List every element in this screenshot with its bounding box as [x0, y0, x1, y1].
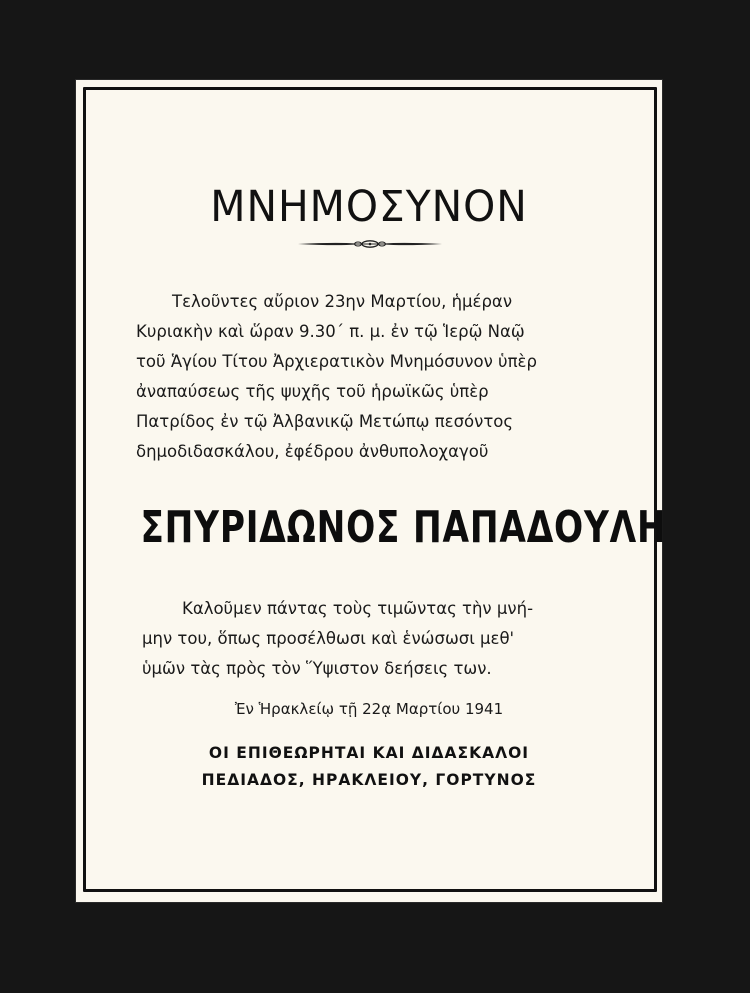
signatory-line: ΟΙ ΕΠΙΘΕΩΡΗΤΑΙ ΚΑΙ ΔΙΔΑΣΚΑΛΟΙ — [208, 744, 530, 762]
place-and-date: Ἐν Ἡρακλείῳ τῇ 22ᾳ Μαρτίου 1941 — [234, 700, 504, 718]
memorial-notice-sheet — [76, 80, 667, 902]
notice-title: ΜΝΗΜΟΣΥΝΟΝ — [210, 182, 528, 232]
signatory-line: ΠΕΔΙΑΔΟΣ, ΗΡΑΚΛΕΙΟΥ, ΓΟΡΤΥΝΟΣ — [201, 771, 537, 789]
invitation-line: Καλοῦμεν πάντας τοὺς τιμῶντας τὴν μνή- — [182, 599, 534, 618]
invitation-paragraph — [136, 594, 611, 684]
announcement-line: Κυριακὴν καὶ ὥραν 9.30΄ π. μ. ἐν τῷ Ἱερῷ Ναῷ — [136, 322, 525, 341]
invitation-line: μην του, ὅπως προσέλθωσι καὶ ἑνώσωσι μεθ' — [142, 629, 515, 648]
announcement-line: Τελοῦντες αὔριον 23ην Μαρτίου, ἡμέραν — [172, 292, 513, 311]
announcement-line: ἀναπαύσεως τῆς ψυχῆς τοῦ ἡρωϊκῶς ὑπὲρ — [136, 382, 489, 401]
announcement-line: τοῦ Ἁγίου Τίτου Ἀρχιερατικὸν Μνημόσυνον ὑπὲρ — [136, 352, 537, 371]
signatories — [76, 740, 662, 794]
announcement-line: δημοδιδασκάλου, ἐφέδρου ἀνθυπολοχαγοῦ — [136, 442, 489, 461]
announcement-paragraph — [136, 287, 611, 467]
invitation-line: ὑμῶν τὰς πρὸς τὸν Ὕψιστον δεήσεις των. — [142, 659, 492, 678]
decorative-divider — [296, 238, 444, 250]
deceased-name: ΣΠΥΡΙΔΩΝΟΣ ΠΑΠΑΔΟΥΛΗ — [140, 502, 667, 553]
announcement-line: Πατρίδος ἐν τῷ Ἀλβανικῷ Μετώπῳ πεσόντος — [136, 412, 514, 431]
